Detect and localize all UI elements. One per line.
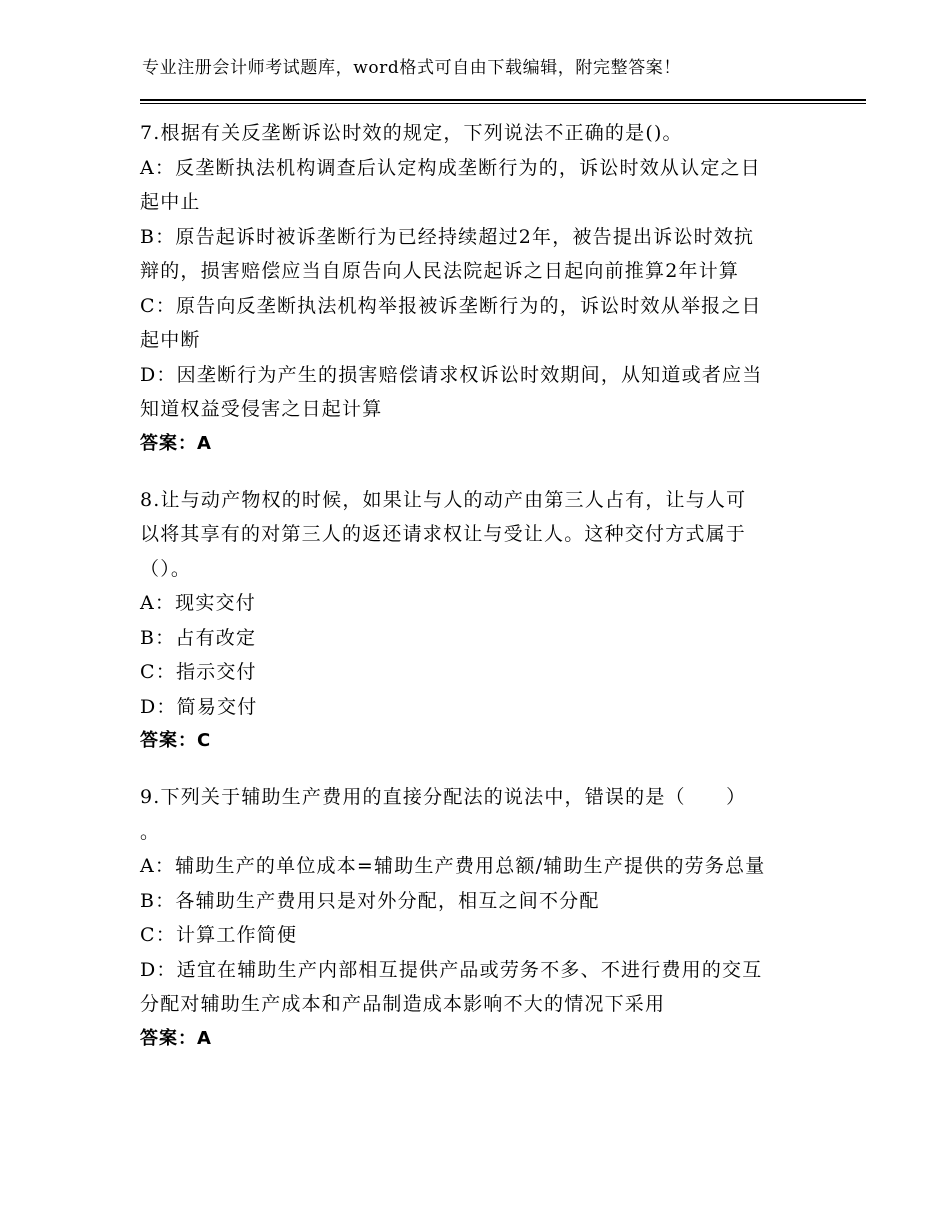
question-8-answer: 答案：C xyxy=(140,730,212,751)
option-line: 知道权益受侵害之日起计算 xyxy=(140,398,383,420)
question-9 xyxy=(140,780,805,1056)
question-9-option-c: C：计算工作简便 xyxy=(140,924,298,946)
option-line: C：原告向反垄断执法机构举报被诉垄断行为的，诉讼时效从举报之日 xyxy=(140,294,762,317)
question-7 xyxy=(140,116,805,461)
option-line: 辩的，损害赔偿应当自原告向人民法院起诉之日起向前推算2年计算 xyxy=(140,260,740,282)
question-9-answer: 答案：A xyxy=(140,1027,212,1049)
question-list xyxy=(140,116,805,1056)
question-8-option-c: C：指示交付 xyxy=(140,661,257,683)
header-divider-thin xyxy=(140,103,866,104)
question-7-option-a xyxy=(140,151,805,220)
option-line: 起中断 xyxy=(140,329,201,351)
question-7-answer: 答案：A xyxy=(140,432,212,454)
question-8-option-a: A：现实交付 xyxy=(140,592,256,614)
question-spacer xyxy=(140,758,805,780)
question-8-stem: （）。 xyxy=(140,557,192,580)
question-8-option-d: D：简易交付 xyxy=(140,695,258,718)
question-7-stem: 7.根据有关反垄断诉讼时效的规定，下列说法不正确的是()。 xyxy=(140,122,683,144)
question-7-option-b xyxy=(140,220,805,289)
option-line: 分配对辅助生产成本和产品制造成本影响不大的情况下采用 xyxy=(140,993,666,1015)
option-line: B：原告起诉时被诉垄断行为已经持续超过2年，被告提出诉讼时效抗 xyxy=(140,225,755,248)
question-9-option-b: B：各辅助生产费用只是对外分配，相互之间不分配 xyxy=(140,889,600,912)
question-9-option-d xyxy=(140,953,805,1022)
question-8 xyxy=(140,483,805,759)
header-divider-thick xyxy=(140,99,866,101)
question-7-option-d xyxy=(140,358,805,427)
option-line: 起中止 xyxy=(140,191,201,213)
option-line: D：适宜在辅助生产内部相互提供产品或劳务不多、不进行费用的交互 xyxy=(140,958,763,981)
question-8-option-b: B：占有改定 xyxy=(140,626,257,649)
option-line: A：反垄断执法机构调查后认定构成垄断行为的，诉讼时效从认定之日 xyxy=(140,156,761,179)
question-8-stem: 8.让与动产物权的时候，如果让与人的动产由第三人占有，让与人可 xyxy=(140,488,747,511)
question-8-stem: 以将其享有的对第三人的返还请求权让与受让人。这种交付方式属于 xyxy=(140,523,747,545)
question-7-option-c xyxy=(140,289,805,358)
option-line: D：因垄断行为产生的损害赔偿请求权诉讼时效期间，从知道或者应当 xyxy=(140,363,763,386)
header-note: 专业注册会计师考试题库，word格式可自由下载编辑，附完整答案！ xyxy=(142,58,681,78)
question-9-stem: 9.下列关于辅助生产费用的直接分配法的说法中，错误的是（ ） xyxy=(140,786,747,808)
question-9-stem: 。 xyxy=(140,820,161,843)
question-spacer xyxy=(140,461,805,483)
question-9-option-a: A：辅助生产的单位成本=辅助生产费用总额/辅助生产提供的劳务总量 xyxy=(140,855,766,877)
